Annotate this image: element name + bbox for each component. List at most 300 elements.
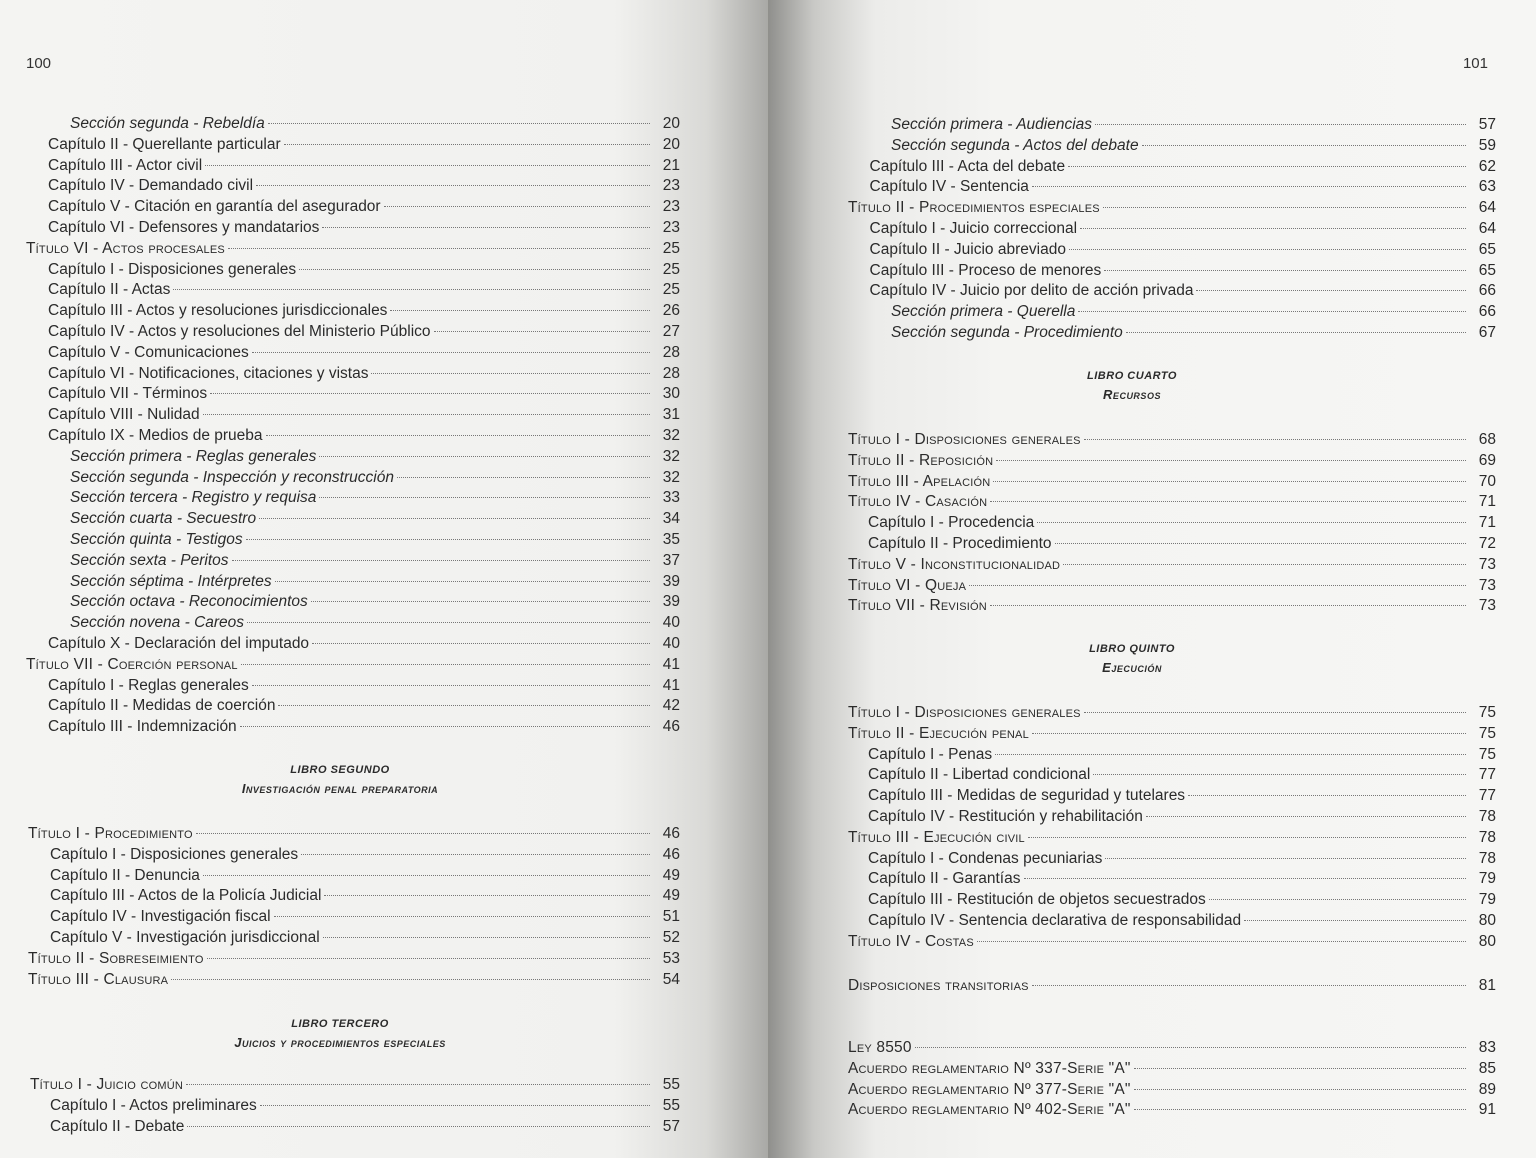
toc-entry-page: 23 (662, 219, 680, 236)
toc-entry-title: Capítulo III - Restitución de objetos secuestrados (868, 891, 1206, 909)
toc-entry-page: 25 (662, 260, 680, 278)
toc-entry (70, 467, 680, 488)
toc-entry-page: 40 (662, 635, 680, 652)
dot-leader (977, 941, 1466, 942)
toc-entry (48, 217, 680, 238)
toc-entry-page: 46 (662, 825, 680, 842)
toc-entry-title: Título II - Reposición (848, 451, 994, 469)
toc-entry (870, 176, 1497, 197)
dot-leader (203, 875, 650, 876)
toc-entry-page: 79 (1478, 870, 1496, 888)
dot-leader (390, 310, 650, 311)
dot-leader (1134, 1068, 1466, 1069)
dot-leader (995, 754, 1466, 755)
toc-entry-title: Sección cuarta - Secuestro (70, 510, 257, 528)
toc-entry-page: 85 (1478, 1059, 1496, 1077)
dot-leader (252, 352, 650, 353)
toc-entry (48, 259, 680, 280)
dot-leader (186, 1084, 650, 1085)
dot-leader (1032, 733, 1466, 734)
toc-entry-page: 46 (662, 845, 680, 863)
toc-entry (50, 865, 680, 886)
toc-entry-page: 59 (1478, 136, 1496, 154)
toc-entry-title: Título VII - Revisión (848, 597, 987, 615)
dot-leader (1095, 124, 1466, 125)
dot-leader (993, 481, 1466, 482)
dot-leader (1032, 985, 1466, 986)
toc-entry-title: Capítulo II - Garantías (868, 870, 1021, 888)
dot-leader (203, 414, 650, 415)
toc-entry-title: Sección primera - Reglas generales (70, 447, 317, 465)
page-number: 101 (1462, 55, 1488, 72)
dot-leader (1126, 332, 1466, 333)
toc-entry-page: 75 (1478, 704, 1496, 721)
dot-leader (228, 248, 650, 249)
dot-leader (205, 165, 650, 166)
toc-entry-title: Título II - Procedimientos especiales (848, 199, 1100, 217)
toc-entry (868, 744, 1496, 765)
toc-entry-title: Sección segunda - Inspección y reconstrucción (70, 468, 394, 486)
dot-leader (260, 1105, 650, 1106)
toc-entry-page: 78 (1478, 808, 1496, 825)
toc-entry-page: 89 (1478, 1080, 1496, 1098)
toc-entry (848, 1079, 1496, 1100)
dot-leader (397, 477, 650, 478)
toc-entry-page: 42 (662, 697, 680, 715)
toc-entry-title: Sección segunda - Rebeldía (70, 115, 265, 132)
toc-entry-page: 70 (1478, 472, 1496, 490)
toc-entry (70, 550, 680, 571)
toc-entry-title: Capítulo III - Actos de la Policía Judicial (50, 887, 322, 905)
toc-entry-title: Capítulo X - Declaración del imputado (48, 635, 310, 652)
toc-entry (848, 450, 1496, 471)
toc-entry-page: 73 (1478, 597, 1496, 615)
toc-entry-title: Capítulo VI - Notificaciones, citaciones y vistas (48, 364, 369, 382)
toc-entry-title: Capítulo III - Actor civil (48, 156, 203, 174)
toc-entry-title: Título III - Ejecución civil (848, 828, 1025, 846)
toc-entry-page: 77 (1478, 787, 1496, 805)
toc-entry-page: 32 (662, 468, 680, 486)
toc-entry-title: Título IV - Casación (848, 493, 988, 511)
toc-entry-page: 53 (662, 949, 680, 967)
toc-entry-page: 73 (1478, 576, 1496, 594)
toc-entry-title: Capítulo IV - Juicio por delito de acción privada (869, 282, 1194, 300)
dot-leader (990, 605, 1466, 606)
toc-entry-title: Capítulo I - Penas (868, 745, 993, 763)
toc-entry (50, 844, 680, 865)
toc-entry-title: Capítulo I - Reglas generales (48, 676, 249, 694)
toc-entry-title: Capítulo II - Actas (48, 281, 171, 299)
toc-entry-title: Capítulo I - Disposiciones generales (50, 845, 299, 863)
toc-entry (870, 260, 1497, 281)
toc-entry-page: 55 (662, 1076, 680, 1093)
toc-entry-page: 28 (662, 364, 680, 382)
toc-entry (50, 927, 680, 948)
book-part-title: Recursos (1103, 387, 1161, 402)
dot-leader (246, 539, 650, 540)
toc-entry (26, 238, 680, 259)
dot-leader (319, 456, 650, 457)
toc-entry-page: 80 (1478, 912, 1496, 929)
toc-entry-page: 78 (1478, 849, 1496, 867)
toc-entry-title: Capítulo IV - Investigación fiscal (50, 908, 271, 926)
toc-entry (848, 1037, 1496, 1058)
dot-leader (284, 144, 650, 145)
toc-entry (28, 823, 680, 844)
toc-entry (48, 363, 680, 384)
toc-entry-title: Capítulo III - Indemnización (48, 718, 237, 736)
toc-entry-title: Ley 8550 (848, 1039, 912, 1056)
toc-entry-page: 67 (1478, 324, 1496, 341)
toc-entry (848, 471, 1496, 492)
toc-entry-page: 32 (662, 427, 680, 444)
toc-entry-page: 34 (662, 510, 680, 528)
toc-entry-page: 52 (662, 929, 680, 946)
toc-entry (70, 113, 680, 134)
toc-entry (848, 827, 1496, 848)
toc-entry (848, 975, 1496, 996)
toc-entry-title: Capítulo IV - Restitución y rehabilitación (868, 808, 1143, 825)
toc-entry-page: 63 (1478, 178, 1496, 196)
dot-leader (274, 916, 650, 917)
toc-entry-page: 75 (1478, 724, 1496, 742)
toc-entry (48, 155, 680, 176)
toc-entry (50, 885, 680, 906)
dot-leader (1196, 290, 1466, 291)
dot-leader (256, 185, 650, 186)
toc-entry-title: Acuerdo reglamentario Nº 402-Serie "A" (848, 1101, 1131, 1119)
toc-entry (870, 239, 1497, 260)
dot-leader (1104, 270, 1466, 271)
toc-entry (28, 969, 680, 990)
dot-leader (1080, 228, 1466, 229)
toc-entry (868, 889, 1496, 910)
toc-entry-title: Título III - Clausura (28, 970, 169, 988)
dot-leader (187, 1126, 650, 1127)
toc-entry (870, 280, 1497, 301)
toc-entry-page: 40 (662, 614, 680, 632)
toc-entry-title: Capítulo II - Querellante particular (48, 135, 281, 153)
dot-leader (210, 393, 650, 394)
toc-entry (891, 322, 1496, 343)
dot-leader (247, 622, 650, 623)
toc-entry-title: Capítulo V - Citación en garantía del asegurador (48, 198, 381, 216)
toc-entry-page: 27 (662, 323, 680, 340)
toc-entry-page: 91 (1478, 1101, 1496, 1119)
book-part-title: Juicios y procedimientos especiales (234, 1035, 446, 1050)
toc-entry (48, 321, 680, 342)
toc-entry-title: Capítulo I - Disposiciones generales (48, 260, 297, 278)
toc-entry (48, 675, 680, 696)
dot-leader (1244, 920, 1466, 921)
toc-entry (870, 156, 1497, 177)
dot-leader (268, 123, 650, 124)
toc-entry (848, 554, 1496, 575)
toc-entry-title: Capítulo I - Condenas pecuniarias (868, 849, 1103, 867)
dot-leader (996, 460, 1466, 461)
book-part-label: LIBRO SEGUNDO (290, 764, 390, 776)
dot-leader (252, 685, 650, 686)
toc-entry-title: Título V - Inconstitucionalidad (848, 555, 1061, 573)
toc-entry (70, 529, 680, 550)
toc-entry-page: 79 (1478, 891, 1496, 909)
toc-entry (848, 491, 1496, 512)
toc-entry-title: Capítulo II - Debate (50, 1117, 185, 1135)
toc-entry-page: 23 (662, 177, 680, 195)
dot-leader (1084, 439, 1466, 440)
toc-entry (48, 404, 680, 425)
dot-leader (322, 227, 650, 228)
toc-entry-page: 57 (1478, 116, 1496, 133)
toc-entry-title: Capítulo II - Juicio abreviado (869, 240, 1066, 258)
dot-leader (301, 854, 650, 855)
dot-leader (1028, 837, 1466, 838)
dot-leader (969, 585, 1466, 586)
dot-leader (241, 664, 650, 665)
toc-entry-page: 32 (662, 447, 680, 465)
toc-entry (891, 301, 1496, 322)
dot-leader (1146, 816, 1466, 817)
toc-entry (848, 1058, 1496, 1079)
toc-entry-title: Capítulo III - Actos y resoluciones jurisdiccionales (48, 302, 388, 320)
toc-entry (868, 533, 1496, 554)
toc-entry-page: 83 (1478, 1039, 1496, 1056)
toc-entry-title: Capítulo IV - Sentencia (869, 178, 1029, 196)
toc-entry (48, 695, 680, 716)
toc-entry (48, 196, 680, 217)
toc-entry (848, 429, 1496, 450)
toc-entry-page: 66 (1478, 282, 1496, 300)
book-part-title: Investigación penal preparatoria (241, 781, 439, 796)
toc-entry-title: Capítulo IX - Medios de prueba (48, 427, 263, 444)
toc-entry-title: Capítulo III - Proceso de menores (869, 261, 1102, 279)
toc-entry-title: Sección tercera - Registro y requisa (70, 489, 317, 507)
toc-entry (48, 633, 680, 654)
dot-leader (1069, 249, 1466, 250)
toc-entry (48, 175, 680, 196)
dot-leader (319, 497, 650, 498)
dot-leader (173, 289, 650, 290)
dot-leader (1024, 878, 1467, 879)
dot-leader (196, 833, 650, 834)
toc-entry-title: Capítulo VI - Defensores y mandatarios (48, 219, 320, 236)
toc-entry-title: Título I - Juicio común (30, 1076, 184, 1093)
toc-entry-title: Capítulo V - Comunicaciones (48, 343, 249, 361)
toc-entry-title: Capítulo I - Juicio correccional (869, 220, 1078, 237)
page-number: 100 (26, 55, 52, 72)
toc-entry-page: 80 (1478, 932, 1496, 950)
toc-entry-title: Título IV - Costas (848, 932, 974, 950)
toc-entry-title: Capítulo II - Denuncia (50, 866, 200, 884)
toc-entry-page: 77 (1478, 766, 1496, 784)
toc-entry (26, 654, 680, 675)
toc-entry-page: 33 (662, 489, 680, 507)
toc-entry-page: 49 (662, 887, 680, 905)
toc-entry-page: 72 (1478, 535, 1496, 552)
dot-leader (434, 331, 650, 332)
toc-entry-page: 65 (1478, 261, 1496, 279)
dot-leader (1068, 166, 1466, 167)
toc-entry (848, 1099, 1496, 1120)
toc-entry-page: 78 (1478, 828, 1496, 846)
book-part-label: LIBRO CUARTO (1087, 370, 1177, 382)
toc-entry-page: 20 (662, 115, 680, 132)
dot-leader (1093, 774, 1466, 775)
toc-entry-title: Sección sexta - Peritos (70, 551, 229, 569)
toc-entry-title: Sección segunda - Procedimiento (891, 324, 1123, 341)
toc-entry (70, 571, 680, 592)
toc-entry (48, 342, 680, 363)
dot-leader (275, 581, 650, 582)
toc-entry-page: 41 (662, 655, 680, 673)
toc-entry-title: Capítulo I - Procedencia (868, 514, 1035, 532)
toc-entry (70, 487, 680, 508)
toc-entry (48, 383, 680, 404)
toc-entry-page: 66 (1478, 303, 1496, 321)
toc-entry-page: 39 (662, 593, 680, 611)
toc-entry (868, 764, 1496, 785)
toc-entry-page: 69 (1478, 451, 1496, 469)
toc-entry-page: 71 (1478, 493, 1496, 511)
toc-entry-title: Capítulo II - Procedimiento (868, 535, 1052, 552)
dot-leader (1063, 564, 1466, 565)
toc-entry (48, 425, 680, 446)
dot-leader (278, 705, 650, 706)
dot-leader (240, 726, 650, 727)
toc-entry (868, 785, 1496, 806)
toc-entry (868, 910, 1496, 931)
toc-entry-title: Sección primera - Querella (891, 303, 1076, 321)
right-page (768, 0, 1536, 1158)
dot-leader (1084, 712, 1466, 713)
toc-entry (891, 135, 1496, 156)
dot-leader (1078, 311, 1466, 312)
toc-entry-title: Capítulo I - Actos preliminares (50, 1096, 257, 1114)
toc-entry-page: 51 (662, 908, 680, 926)
dot-leader (1055, 543, 1466, 544)
toc-entry-page: 46 (662, 718, 680, 736)
dot-leader (1032, 186, 1466, 187)
toc-entry-page: 64 (1478, 199, 1496, 217)
dot-leader (259, 518, 650, 519)
toc-entry-title: Capítulo VIII - Nulidad (48, 406, 200, 424)
toc-entry-page: 28 (662, 343, 680, 361)
dot-leader (1103, 207, 1466, 208)
dot-leader (1209, 899, 1466, 900)
toc-entry-title: Sección novena - Careos (70, 614, 245, 632)
dot-leader (915, 1047, 1466, 1048)
toc-entry-title: Capítulo VII - Términos (48, 385, 208, 403)
toc-entry (70, 612, 680, 633)
dot-leader (232, 560, 650, 561)
dot-leader (1188, 795, 1466, 796)
dot-leader (323, 937, 650, 938)
toc-entry (70, 591, 680, 612)
book-part-title: Ejecución (1102, 660, 1162, 675)
dot-leader (324, 895, 650, 896)
toc-entry (30, 1074, 680, 1095)
toc-entry (48, 134, 680, 155)
toc-entry-title: Capítulo II - Medidas de coerción (48, 697, 276, 715)
toc-entry-page: 25 (662, 239, 680, 257)
toc-entry (868, 848, 1496, 869)
dot-leader (312, 643, 650, 644)
toc-entry (848, 702, 1496, 723)
toc-entry (50, 1095, 680, 1116)
dot-leader (266, 435, 650, 436)
dot-leader (384, 206, 650, 207)
toc-entry-title: Sección octava - Reconocimientos (70, 593, 308, 611)
toc-entry-page: 57 (662, 1117, 680, 1135)
toc-entry-title: Sección quinta - Testigos (70, 531, 243, 548)
dot-leader (990, 501, 1466, 502)
toc-entry (868, 806, 1496, 827)
toc-entry-page: 20 (662, 135, 680, 153)
toc-entry-page: 26 (662, 302, 680, 320)
toc-entry-page: 25 (662, 281, 680, 299)
toc-entry-page: 23 (662, 198, 680, 216)
toc-entry-page: 68 (1478, 431, 1496, 448)
toc-entry-title: Capítulo III - Acta del debate (869, 157, 1066, 175)
toc-entry (868, 512, 1496, 533)
toc-entry-page: 75 (1478, 745, 1496, 763)
book-part-label: LIBRO QUINTO (1089, 643, 1175, 655)
toc-entry-title: Acuerdo reglamentario Nº 337-Serie "A" (848, 1059, 1131, 1077)
toc-entry-page: 73 (1478, 555, 1496, 573)
toc-entry (48, 279, 680, 300)
toc-entry-title: Título VI - Queja (848, 576, 967, 594)
toc-entry-page: 49 (662, 866, 680, 884)
dot-leader (1134, 1089, 1466, 1090)
dot-leader (1037, 522, 1466, 523)
toc-entry-title: Capítulo IV - Sentencia declarativa de responsabilidad (868, 912, 1242, 929)
toc-entry (848, 723, 1496, 744)
toc-entry-page: 62 (1478, 157, 1496, 175)
toc-entry (70, 508, 680, 529)
dot-leader (1142, 145, 1466, 146)
toc-entry-page: 81 (1478, 977, 1496, 994)
toc-entry-title: Título II - Sobreseimiento (28, 949, 204, 967)
toc-entry-page: 31 (662, 406, 680, 424)
toc-entry-page: 30 (662, 385, 680, 403)
toc-entry-page: 65 (1478, 240, 1496, 258)
toc-entry (848, 575, 1496, 596)
toc-entry (48, 300, 680, 321)
toc-entry (50, 906, 680, 927)
toc-entry-title: Sección séptima - Intérpretes (70, 572, 272, 590)
toc-entry-title: Sección primera - Audiencias (891, 116, 1093, 133)
toc-entry-title: Título I - Disposiciones generales (848, 431, 1081, 448)
toc-entry-title: Acuerdo reglamentario Nº 377-Serie "A" (848, 1080, 1131, 1098)
toc-entry-page: 41 (662, 676, 680, 694)
toc-entry-page: 55 (662, 1096, 680, 1114)
toc-entry-title: Título I - Procedimiento (28, 825, 193, 842)
toc-entry (891, 114, 1496, 135)
toc-entry-title: Título III - Apelación (848, 472, 991, 490)
dot-leader (371, 373, 650, 374)
toc-entry (48, 716, 680, 737)
toc-entry-page: 39 (662, 572, 680, 590)
toc-entry-title: Título VI - Actos procesales (26, 239, 225, 257)
toc-entry-title: Capítulo IV - Demandado civil (48, 177, 254, 195)
toc-entry (848, 197, 1496, 218)
toc-entry-title: Sección segunda - Actos del debate (891, 136, 1139, 154)
toc-entry-page: 54 (662, 970, 680, 988)
toc-entry (848, 595, 1496, 616)
toc-entry-page: 64 (1478, 220, 1496, 237)
toc-entry-page: 35 (662, 531, 680, 548)
dot-leader (1134, 1109, 1466, 1110)
